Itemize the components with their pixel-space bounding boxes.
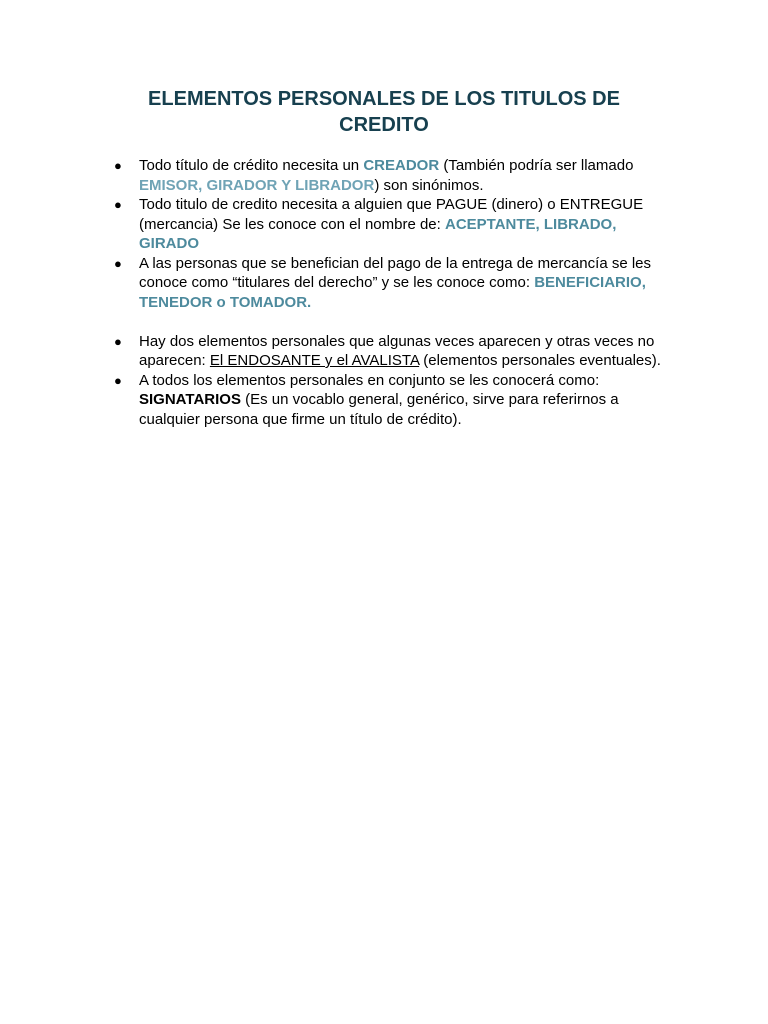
list-item-text: A todos los elementos personales en conjunto se les conocerá como:	[139, 371, 600, 389]
document-title	[100, 86, 668, 138]
bullet-icon: ●	[114, 255, 122, 271]
document-body	[110, 156, 680, 429]
list-item-text: (elementos personales eventuales).	[419, 352, 661, 369]
list-item-text: (Es un vocablo general, genérico, sirve para referirnos a cualquier persona que firme un título de crédito).	[139, 391, 619, 428]
list-item-text: (También podría ser llamado	[439, 157, 634, 174]
list-item-text: Todo título de crédito necesita un	[139, 157, 364, 174]
bullet-icon: ●	[114, 197, 122, 212]
term-creador: CREADOR	[363, 157, 440, 174]
list-item-text: ) son sinónimos.	[374, 176, 484, 194]
term-endosante-avalista: El ENDOSANTE y el AVALISTA	[209, 352, 420, 369]
list-item-text: Hay dos elementos personales que algunas veces aparecen y otras veces no aparecen:	[139, 332, 655, 369]
term-emisor-girador-librador: EMISOR, GIRADOR Y LIBRADOR	[139, 176, 375, 194]
title-line-1: ELEMENTOS PERSONALES DE LOS TITULOS DE	[148, 88, 620, 110]
list-item-creador	[110, 156, 680, 195]
bullet-icon: ●	[114, 158, 122, 173]
list-item-text: Todo titulo de credito necesita a alguien que PAGUE (dinero) o ENTREGUE (mercancia) Se les conoce con el nombre de:	[139, 196, 644, 233]
bullet-icon: ●	[114, 372, 122, 388]
list-item-text: A las personas que se benefician del pago de la entrega de mercancía se les conoce como “titulares del derecho” y se les conoce como:	[139, 254, 652, 291]
list-item-aceptante	[110, 195, 680, 254]
list-item-beneficiario	[110, 254, 680, 313]
list-item-signatarios	[110, 371, 680, 430]
bullet-icon: ●	[114, 333, 122, 349]
term-beneficiario-tenedor-tomador: BENEFICIARIO, TENEDOR o TOMADOR.	[139, 274, 646, 311]
bullet-list-main	[110, 156, 680, 312]
title-line-2: CREDITO	[339, 114, 429, 136]
bullet-list-secondary	[110, 332, 680, 430]
term-signatarios: SIGNATARIOS	[139, 391, 241, 408]
term-aceptante-librado-girado: ACEPTANTE, LIBRADO, GIRADO	[139, 215, 617, 252]
list-item-eventuales	[110, 332, 680, 371]
paragraph-spacer	[110, 312, 680, 332]
